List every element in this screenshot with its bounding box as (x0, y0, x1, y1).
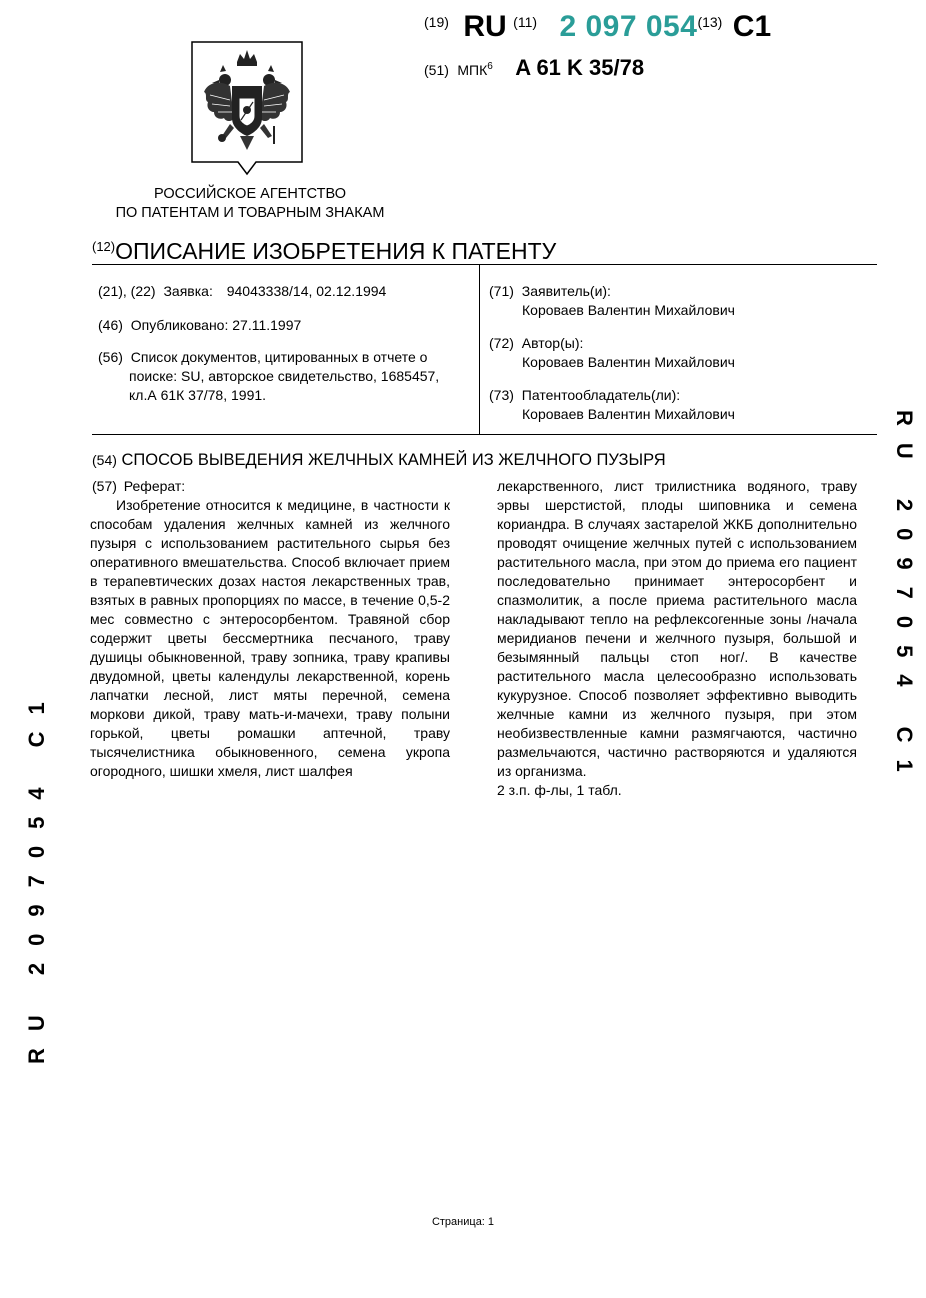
author-label: Автор(ы): (521, 335, 584, 351)
agency-name (85, 185, 415, 223)
ipc-label: МПК (457, 62, 488, 78)
author-value: Короваев Валентин Михайлович (522, 354, 735, 370)
citations-line-3: кл.А 61К 37/78, 1991. (129, 387, 267, 403)
column-divider (479, 264, 480, 434)
ipc-class: A 61 K 35/78 (515, 55, 645, 80)
side-code-left: RU 2097054 C1 (24, 685, 49, 1064)
ref-code-57: (57) (92, 478, 117, 494)
header-country-line (424, 10, 771, 46)
published-label: Опубликовано: (130, 317, 229, 333)
ref-code-46: (46) (98, 317, 123, 333)
ref-code-13: (13) (697, 14, 723, 30)
abstract-claims: 2 з.п. ф-лы, 1 табл. (497, 782, 622, 798)
owner-label: Патентообладатель(ли): (521, 387, 681, 403)
application-value: 94043338/14, 02.12.1994 (226, 283, 387, 299)
citations-line-2: поиске: SU, авторское свидетельство, 1685457, (129, 368, 440, 384)
document-title-text: ОПИСАНИЕ ИЗОБРЕТЕНИЯ К ПАТЕНТУ (115, 238, 557, 264)
ref-code-72: (72) (489, 335, 514, 351)
bib-application (98, 282, 386, 301)
page-number: Страница: 1 (431, 1216, 495, 1228)
abstract-column-2 (497, 477, 857, 800)
document-title (92, 238, 556, 265)
country-code: RU (463, 10, 507, 43)
invention-title-text: СПОСОБ ВЫВЕДЕНИЯ ЖЕЛЧНЫХ КАМНЕЙ ИЗ ЖЕЛЧНОГО ПУЗЫРЯ (121, 451, 666, 469)
ipc-edition: 6 (487, 61, 493, 72)
bib-owner (489, 386, 735, 424)
ref-code-54: (54) (92, 452, 117, 468)
bib-author (489, 334, 735, 372)
bib-applicant (489, 282, 735, 320)
rule-bottom (92, 434, 877, 435)
ref-code-11: (11) (513, 14, 538, 30)
citations-line-1: Список документов, цитированных в отчете о (130, 349, 428, 365)
ipc-line (424, 55, 644, 81)
invention-title (92, 451, 666, 470)
applicant-label: Заявитель(и): (521, 283, 611, 299)
agency-line-2: ПО ПАТЕНТАМ И ТОВАРНЫМ ЗНАКАМ (115, 205, 385, 221)
ref-code-51: (51) (424, 62, 449, 78)
ref-code-71: (71) (489, 283, 514, 299)
state-emblem-icon (190, 40, 304, 176)
abstract-heading (92, 477, 185, 496)
ref-code-19: (19) (424, 14, 449, 30)
rule-top (92, 264, 877, 265)
side-code-right: RU 2097054 C1 (892, 410, 917, 789)
abstract-label: Реферат: (123, 478, 186, 494)
application-label: Заявка: (163, 283, 213, 299)
published-value: 27.11.1997 (232, 317, 302, 333)
agency-line-1: РОССИЙСКОЕ АГЕНТСТВО (154, 186, 346, 202)
bib-published (98, 316, 301, 335)
abstract-text-2: лекарственного, лист трилистника водяного, траву эрвы шерстистой, плоды шиповника и семена кориандра. В случаях застарелой ЖКБ дополнительно проводят очищение желчных путей с использованием растительного масла, при этом до приема его пациент последовательно принимает энтеросорбент и спазмолитик, а после приема растительного масла накладывают тепло на рефлексогенные зоны /начала меридианов печени и желчного пузыря, большой и безымянный пальцы стоп ног/. В качестве растительного масла целесообразно использовать кукурузное. Способ позволяет эффективно выводить желчные камни из желчного пузыря, при этом необизвествленные камни размягчаются, частично размельчаются, частично растворяются и удаляются из организма. (497, 478, 857, 779)
ref-code-21-22: (21), (22) (98, 283, 156, 299)
ref-code-56: (56) (98, 349, 123, 365)
kind-code: C1 (732, 10, 772, 43)
bib-citations (98, 348, 478, 405)
applicant-value: Короваев Валентин Михайлович (522, 302, 735, 318)
ref-code-12: (12) (92, 239, 116, 254)
patent-number: 2 097 054 (559, 10, 698, 43)
abstract-column-1 (90, 496, 450, 781)
owner-value: Короваев Валентин Михайлович (522, 406, 735, 422)
ref-code-73: (73) (489, 387, 514, 403)
abstract-text-1: Изобретение относится к медицине, в частности к способам удаления желчных камней из желчного пузыря с использованием растительного сырья без оперативного вмешательства. Способ включает прием в терапевтических дозах настоя лекарственных трав, взятых в равных пропорциях по массе, в течение 0,5-2 мес совместно с энтеросорбентом. Травяной сбор содержит цветы бессмертника песчаного, траву душицы обыкновенной, траву зопника, траву крапивы двудомной, цветы календулы лекарственной, корень лапчатки лесной, лист мяты перечной, семена моркови дикой, траву мать-и-мачехи, траву полыни горькой, цветы ромашки аптечной, траву тысячелистника обыкновенного, семена укропа огородного, шишки хмеля, лист шалфея (90, 497, 450, 779)
